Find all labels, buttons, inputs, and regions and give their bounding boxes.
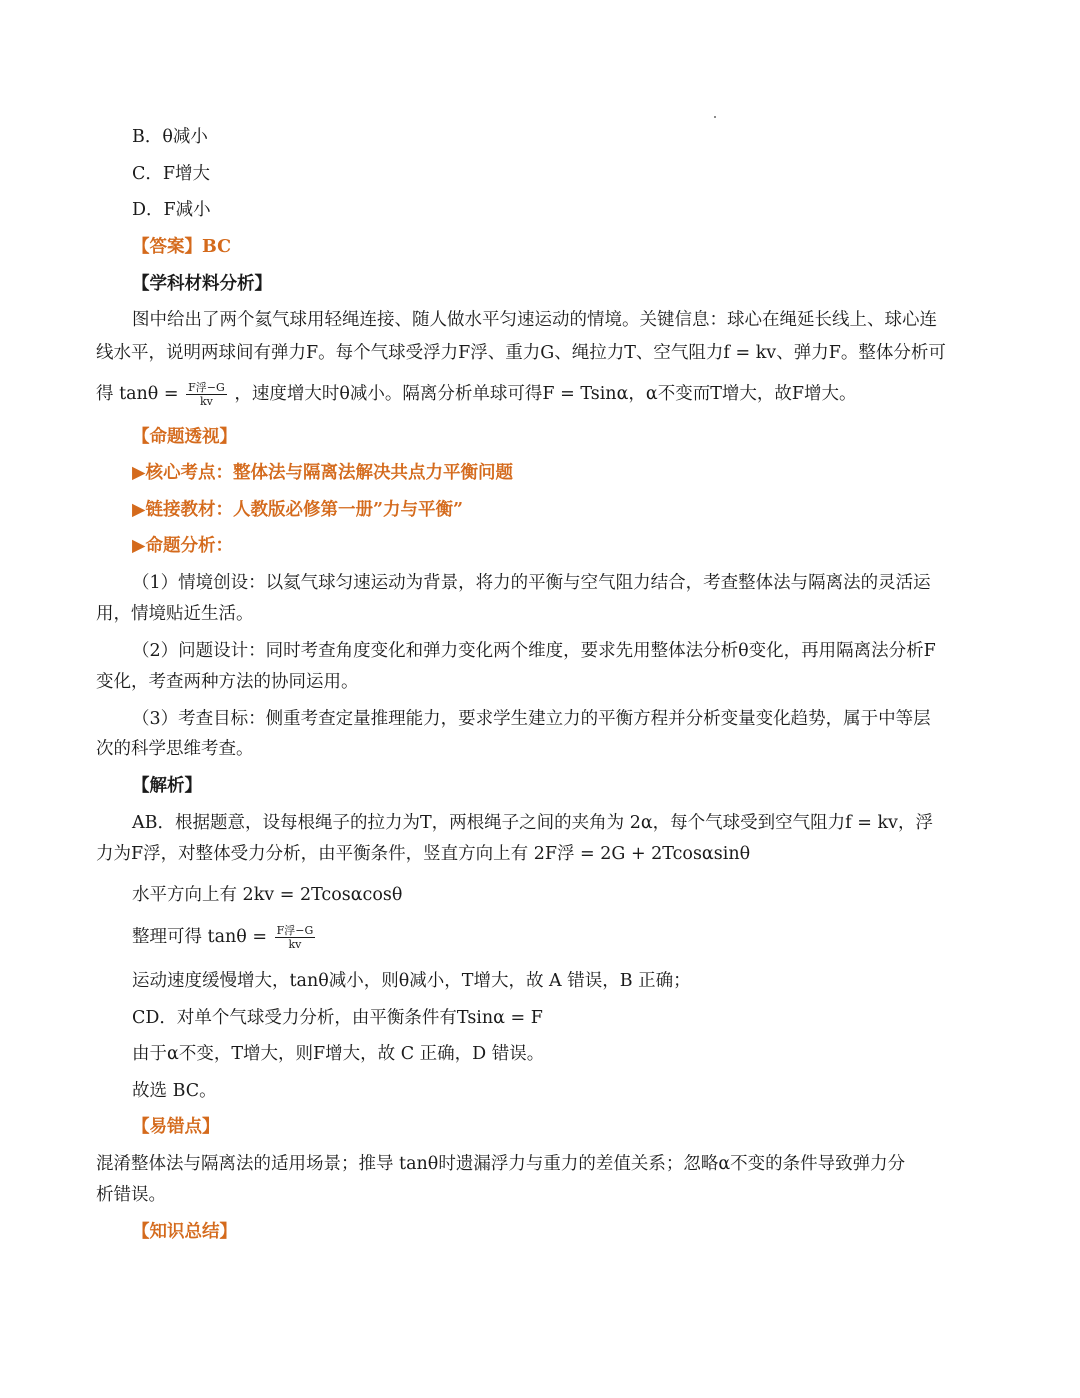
answer-heading: 【答案】BC	[132, 237, 232, 257]
solution-because: 由于α不变，T增大，则F增大，故 C 正确，D 错误。	[132, 1044, 545, 1064]
error-line-2: 析错误。	[96, 1185, 166, 1205]
fraction-denominator: kv	[200, 395, 213, 408]
material-line-1: 图中给出了两个氦气球用轻绳连接、随人做水平匀速运动的情境。关键信息：球心在绳延长线上、球心连	[132, 310, 937, 330]
summary-heading: 【知识总结】	[132, 1222, 237, 1242]
solution-heading: 【解析】	[132, 776, 202, 796]
textbook-link: ▶链接教材：人教版必修第一册”力与平衡”	[132, 500, 464, 520]
solution-speed: 运动速度缓慢增大，tanθ减小，则θ减小，T增大，故 A 错误，B 正确；	[132, 971, 691, 991]
analysis-p2-line-1: （2）问题设计：同时考查角度变化和弹力变化两个维度，要求先用整体法分析θ变化，再用隔离法分析F	[132, 641, 936, 661]
analysis-p3-line-1: （3）考查目标：侧重考查定量推理能力，要求学生建立力的平衡方程并分析变量变化趋势，属于中等层	[132, 709, 931, 729]
solution-ab-line-2: 力为F浮，对整体受力分析，由平衡条件，竖直方向上有 2F浮 = 2G + 2Tcosαsinθ	[96, 844, 751, 864]
stray-mark	[714, 116, 716, 118]
material-line-3-prefix: 得 tanθ =	[96, 384, 179, 404]
material-heading: 【学科材料分析】	[132, 274, 272, 294]
analysis-heading: ▶命题分析：	[132, 536, 233, 556]
solution-tidy-prefix: 整理可得 tanθ =	[132, 927, 268, 947]
solution-choose: 故选 BC。	[132, 1081, 217, 1101]
solution-cd: CD．对单个气球受力分析，由平衡条件有Tsinα = F	[132, 1008, 543, 1028]
fraction-numerator: F浮−G	[188, 381, 225, 394]
material-line-3	[96, 380, 857, 408]
material-fraction	[186, 381, 227, 408]
analysis-p1-line-1: （1）情境创设：以氦气球匀速运动为背景，将力的平衡与空气阻力结合，考查整体法与隔离法的灵活运	[132, 573, 931, 593]
analysis-p3-line-2: 次的科学思维考查。	[96, 739, 254, 759]
option-c: C．F增大	[132, 164, 211, 184]
fraction-numerator: F浮−G	[276, 924, 314, 937]
error-line-1: 混淆整体法与隔离法的适用场景；推导 tanθ时遗漏浮力与重力的差值关系；忽略α不变的条件导致弹力分	[96, 1154, 906, 1174]
solution-ab-line-1: AB．根据题意，设每根绳子的拉力为T，两根绳子之间的夹角为 2α，每个气球受到空气阻力f = kv，浮	[132, 813, 933, 833]
error-heading: 【易错点】	[132, 1117, 220, 1137]
material-line-3-suffix: ，速度增大时θ减小。隔离分析单球可得F = Tsinα，α不变而T增大，故F增大。	[234, 384, 857, 404]
analysis-p1-line-2: 用，情境贴近生活。	[96, 604, 254, 624]
solution-fraction	[275, 924, 316, 951]
option-d: D．F减小	[132, 200, 211, 220]
perspective-heading: 【命题透视】	[132, 427, 237, 447]
solution-tidy	[132, 923, 317, 951]
analysis-p2-line-2: 变化，考查两种方法的协同运用。	[96, 672, 359, 692]
core-point: ▶核心考点：整体法与隔离法解决共点力平衡问题	[132, 463, 513, 483]
material-line-2: 线水平，说明两球间有弹力F。每个气球受浮力F浮、重力G、绳拉力T、空气阻力f = kv、弹力F。整体分析可	[96, 343, 946, 363]
solution-horizontal: 水平方向上有 2kv = 2Tcosαcosθ	[132, 885, 403, 905]
fraction-denominator: kv	[288, 938, 302, 951]
option-b: B．θ减小	[132, 127, 208, 147]
